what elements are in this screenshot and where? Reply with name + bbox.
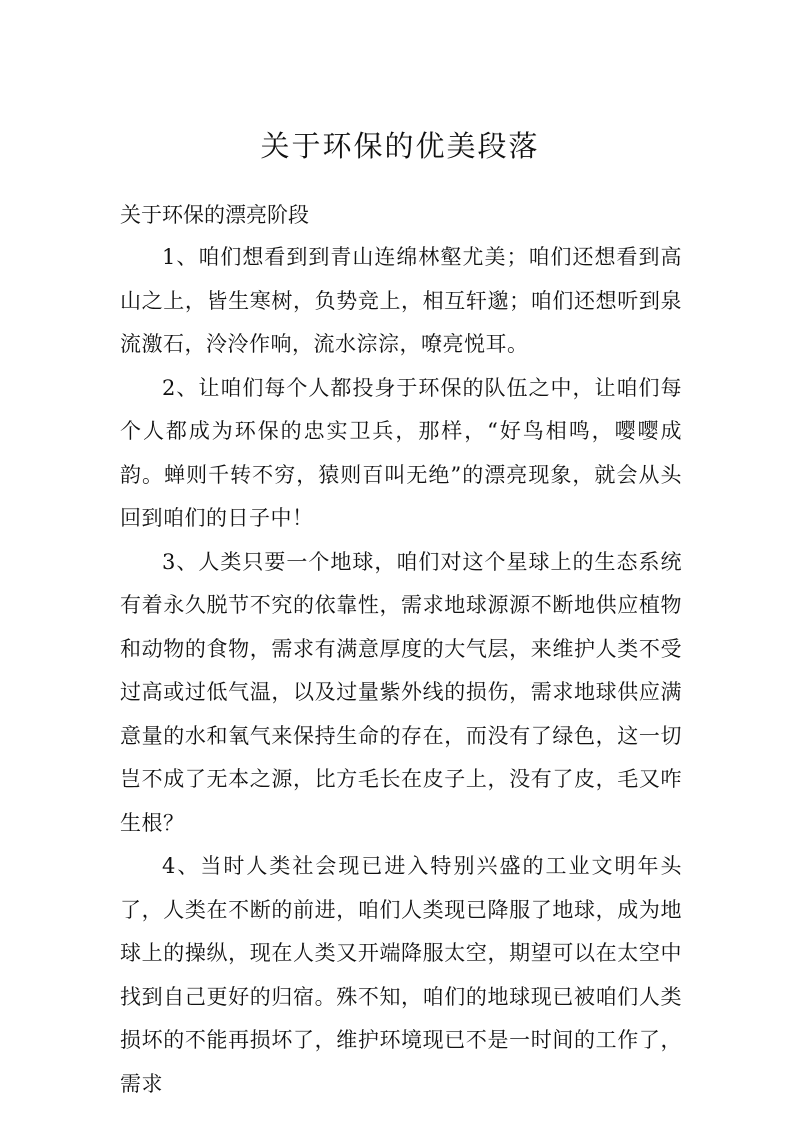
paragraph-3: 3、人类只要一个地球，咱们对这个星球上的生态系统有着永久脱节不究的依靠性，需求地球源源不断地供应植物和动物的食物，需求有满意厚度的大气层，来维护人类不受过高或过低气温，以及过量紫外线的损伤，需求地球供应满意量的水和氧气来保持生命的存在，而没有了绿色，这一切岂不成了无本之源，比方毛长在皮子上，没有了皮，毛又咋生根？ (120, 549, 682, 835)
section-heading: 关于环保的漂亮阶段 (120, 203, 309, 227)
body-text (120, 236, 682, 1106)
paragraph-1: 1、咱们想看到到青山连绵林壑尤美；咱们还想看到高山之上，皆生寒树，负势竞上，相互轩邈；咱们还想听到泉流激石，泠泠作响，流水淙淙，嘹亮悦耳。 (120, 245, 682, 356)
document-title: 关于环保的优美段落 (260, 129, 540, 163)
paragraph-4: 4、当时人类社会现已进入特别兴盛的工业文明年头了，人类在不断的前进，咱们人类现已降服了地球，成为地球上的操纵，现在人类又开端降服太空，期望可以在太空中找到自己更好的归宿。殊不知，咱们的地球现已被咱们人类损坏的不能再损坏了，维护环境现已不是一时间的工作了，需求 (120, 854, 682, 1096)
paragraph-2: 2、让咱们每个人都投身于环保的队伍之中，让咱们每个人都成为环保的忠实卫兵，那样，“好鸟相鸣，嘤嘤成韵。蝉则千转不穷，猿则百叫无绝”的漂亮现象，就会从头回到咱们的日子中！ (120, 375, 682, 530)
